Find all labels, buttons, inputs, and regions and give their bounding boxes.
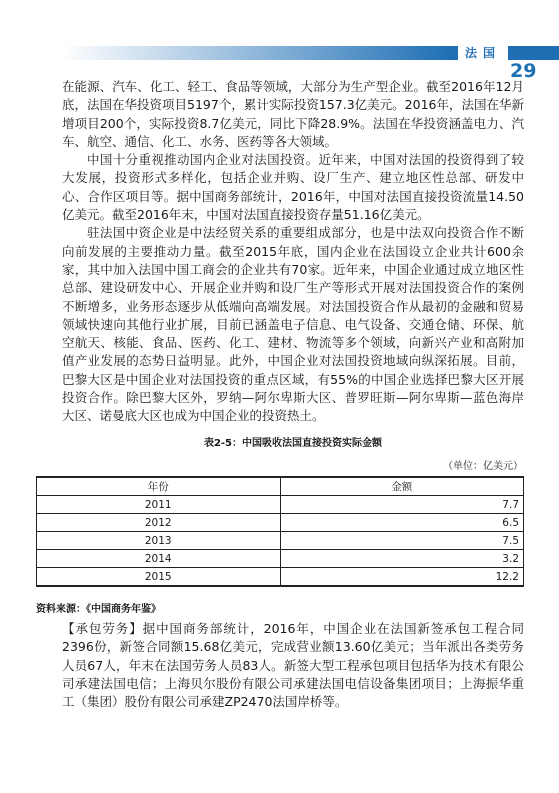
table-source: 资料来源：《中国商务年鉴》 <box>36 604 161 615</box>
page-number: 29 <box>510 60 537 82</box>
body-text-top <box>62 78 524 426</box>
paragraph-3: 驻法国中资企业是中法经贸关系的重要组成部分，也是中法双向投资合作不断向前发展的主要推动力量。截至2015年底，国内企业在法国设立企业共计600余家，其中加入法国中国工商会的企业共有70家。近年来，中国企业通过成立地区性总部、建设研发中心、开展企业并购和设厂生产等形式开展对法国投资合作的案例不断增多，业务形态逐步从低端向高端发展。对法国投资合作从最初的金融和贸易领域快速向其他行业扩展，目前已涵盖电子信息、电气设备、交通仓储、环保、航空航天、核能、食品、医药、化工、建材、物流等多个领域，向新兴产业和高附加值产业发展的态势日益明显。此外，中国企业对法国投资地域向纵深拓展。目前，巴黎大区是中国企业对法国投资的重点区域，有55%的中国企业选择巴黎大区开展投资合作。除巴黎大区外，罗纳—阿尔卑斯大区、普罗旺斯—阿尔卑斯—蓝色海岸大区、诺曼底大区也成为中国企业的投资热土。 <box>62 225 524 424</box>
body-text-bottom <box>62 620 524 711</box>
table-title: 表2-5：中国吸收法国直接投资实际金额 <box>203 438 383 449</box>
cell-amount: 12.2 <box>280 568 524 587</box>
cell-year: 2013 <box>37 532 281 550</box>
running-header-country: 法国 <box>458 44 508 62</box>
column-header-amount: 金额 <box>280 477 524 496</box>
column-header-year: 年份 <box>37 477 281 496</box>
cell-year: 2012 <box>37 514 281 532</box>
table-header-row <box>37 477 524 496</box>
cell-amount: 3.2 <box>280 550 524 568</box>
table-row <box>37 514 524 532</box>
investment-table <box>36 476 524 587</box>
cell-amount: 6.5 <box>280 514 524 532</box>
table-row <box>37 496 524 514</box>
cell-amount: 7.7 <box>280 496 524 514</box>
table-row <box>37 568 524 587</box>
cell-year: 2015 <box>37 568 281 587</box>
paragraph-2: 中国十分重视推动国内企业对法国投资。近年来，中国对法国的投资得到了较大发展，投资形式多样化，包括企业并购、设厂生产、建立地区性总部、研发中心、合作区项目等。据中国商务部统计，2016年，中国对法国直接投资流量14.50亿美元。截至2016年末，中国对法国直接投资存量51.16亿美元。 <box>62 152 524 223</box>
cell-year: 2014 <box>37 550 281 568</box>
table-row <box>37 550 524 568</box>
paragraph-contracting: 【承包劳务】据中国商务部统计，2016年，中国企业在法国新签承包工程合同2396份，新签合同额15.68亿美元，完成营业额13.60亿美元；当年派出各类劳务人员67人，年末在法国劳务人员83人。新签大型工程承包项目包括华为技术有限公司承建法国电信；上海贝尔股份有限公司承建法国电信设备集团项目；上海振华重工（集团）股份有限公司承建ZP2470法国岸桥等。 <box>62 621 524 710</box>
cell-year: 2011 <box>37 496 281 514</box>
cell-amount: 7.5 <box>280 532 524 550</box>
table-row <box>37 532 524 550</box>
table-unit: （单位：亿美元） <box>443 461 523 472</box>
paragraph-1: 在能源、汽车、化工、轻工、食品等领域，大部分为生产型企业。截至2016年12月底，法国在华投资项目5197个，累计实际投资157.3亿美元。2016年，法国在华新增项目200个，实际投资8.7亿美元，同比下降28.9%。法国在华投资涵盖电力、汽车、航空、通信、化工、水务、医药等各大领域。 <box>62 79 524 149</box>
